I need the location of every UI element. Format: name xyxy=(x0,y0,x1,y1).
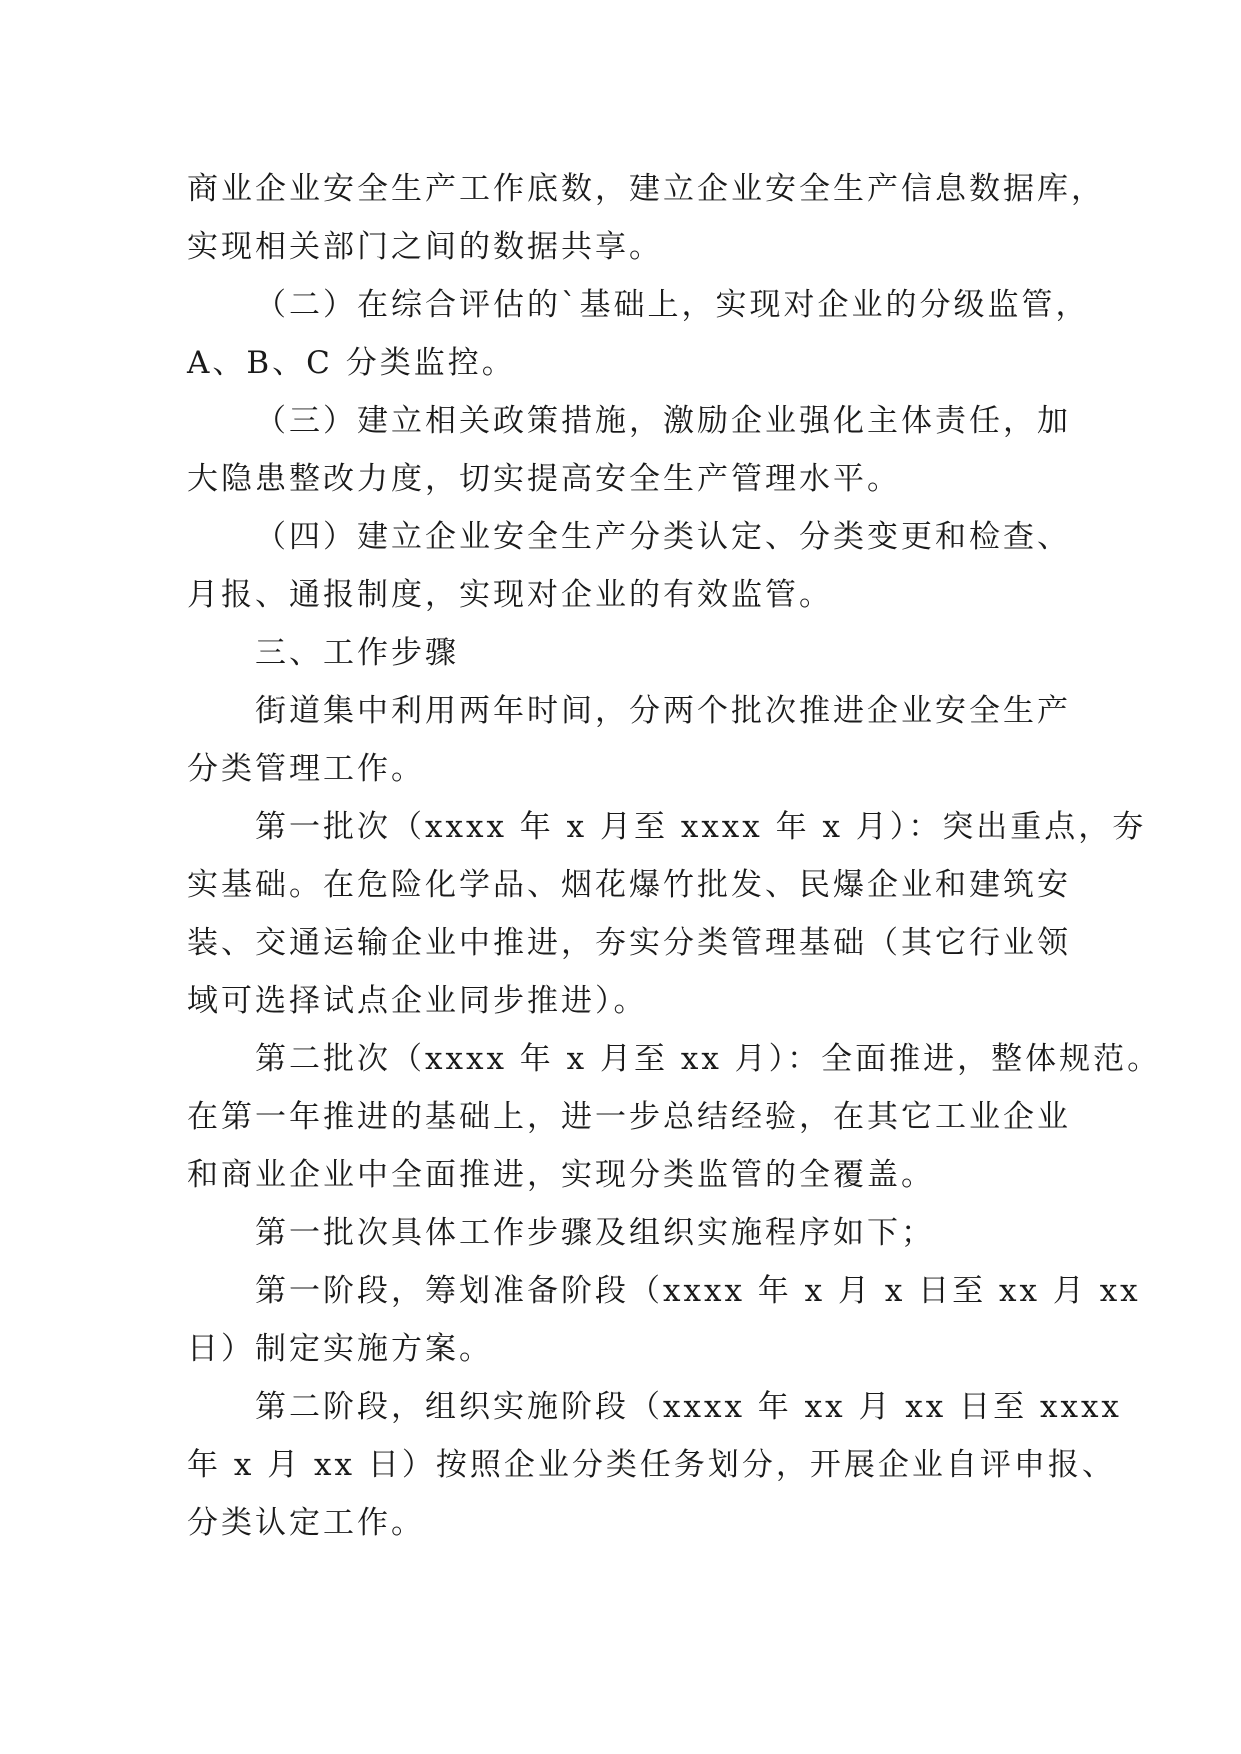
text-line: （四）建立企业安全生产分类认定、分类变更和检查、 xyxy=(255,519,1071,555)
text-line: 月报、通报制度，实现对企业的有效监管。 xyxy=(187,577,833,613)
text-line: 和商业企业中全面推进，实现分类监管的全覆盖。 xyxy=(187,1157,935,1193)
text-line: 年 x 月 xx 日）按照企业分类任务划分，开展企业自评申报、 xyxy=(187,1447,1116,1483)
text-line: 实基础。在危险化学品、烟花爆竹批发、民爆企业和建筑安 xyxy=(187,867,1071,903)
text-line: （二）在综合评估的`基础上，实现对企业的分级监管， xyxy=(255,287,1090,323)
text-line: 第一阶段，筹划准备阶段（xxxx 年 x 月 x 日至 xx 月 xx xyxy=(255,1273,1141,1309)
text-line: 街道集中利用两年时间，分两个批次推进企业安全生产 xyxy=(255,693,1071,729)
text-line: 在第一年推进的基础上，进一步总结经验，在其它工业企业 xyxy=(187,1099,1071,1135)
text-line: A、B、C 分类监控。 xyxy=(187,345,516,381)
text-line: 分类认定工作。 xyxy=(187,1505,425,1541)
text-line: 第二阶段，组织实施阶段（xxxx 年 xx 月 xx 日至 xxxx xyxy=(255,1389,1122,1425)
text-line: 第一批次具体工作步骤及组织实施程序如下； xyxy=(255,1215,935,1251)
text-line: 第一批次（xxxx 年 x 月至 xxxx 年 x 月）：突出重点，夯 xyxy=(255,809,1147,845)
text-line: 实现相关部门之间的数据共享。 xyxy=(187,229,663,265)
text-line: 商业企业安全生产工作底数，建立企业安全生产信息数据库， xyxy=(187,171,1105,207)
text-line: （三）建立相关政策措施，激励企业强化主体责任，加 xyxy=(255,403,1071,439)
document-body xyxy=(187,160,1162,1552)
text-line: 分类管理工作。 xyxy=(187,751,425,787)
text-line: 装、交通运输企业中推进，夯实分类管理基础（其它行业领 xyxy=(187,925,1071,961)
text-line: 域可选择试点企业同步推进）。 xyxy=(187,983,648,1019)
text-line: 第二批次（xxxx 年 x 月至 xx 月）：全面推进，整体规范。 xyxy=(255,1041,1162,1077)
text-line: 大隐患整改力度，切实提高安全生产管理水平。 xyxy=(187,461,901,497)
section-heading: 三、工作步骤 xyxy=(255,635,459,671)
text-line: 日）制定实施方案。 xyxy=(187,1331,493,1367)
